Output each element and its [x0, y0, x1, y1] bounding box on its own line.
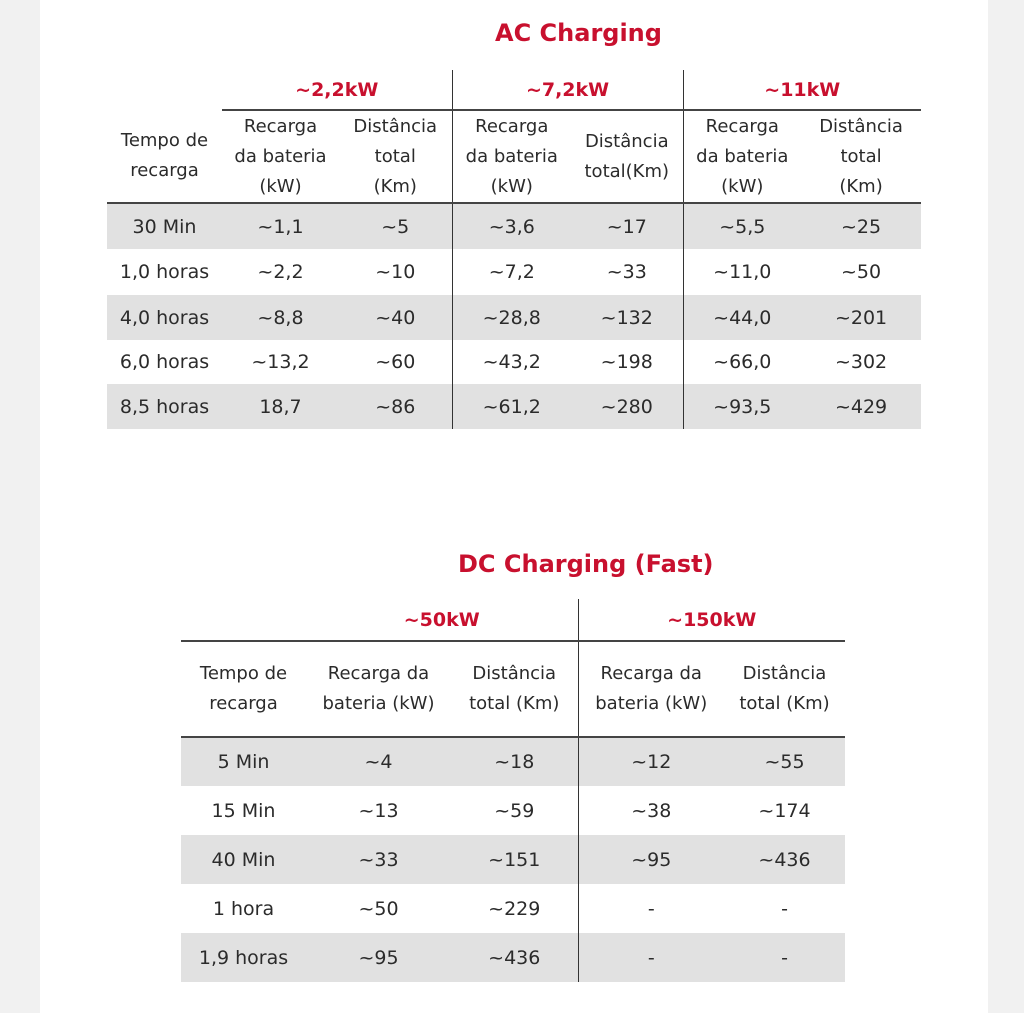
table-row — [181, 786, 845, 835]
table-cell: ~61,2 — [452, 384, 571, 429]
table-cell: ~12 — [578, 737, 724, 786]
table-cell: ~436 — [724, 835, 845, 884]
table-cell: ~33 — [571, 249, 683, 295]
table-row — [107, 340, 921, 384]
table-cell: ~2,2 — [222, 249, 339, 295]
ac-group-2-2kw: ~2,2kW — [222, 70, 452, 110]
dc-group-150kw: ~150kW — [578, 599, 845, 641]
table-cell: ~59 — [451, 786, 578, 835]
table-cell: ~95 — [578, 835, 724, 884]
table-cell: ~13 — [306, 786, 451, 835]
table-cell: ~17 — [571, 203, 683, 249]
table-cell: ~95 — [306, 933, 451, 982]
table-cell: ~86 — [339, 384, 452, 429]
table-cell: ~93,5 — [683, 384, 801, 429]
table-cell: ~33 — [306, 835, 451, 884]
ac-group-7-2kw: ~7,2kW — [452, 70, 683, 110]
table-cell: ~18 — [451, 737, 578, 786]
table-cell: ~40 — [339, 295, 452, 340]
table-cell: 1,0 horas — [107, 249, 222, 295]
dc-charging-table — [181, 599, 845, 982]
dc-col-distance-2: Distância total (Km) — [739, 663, 830, 714]
table-cell: 15 Min — [181, 786, 306, 835]
ac-charging-table — [107, 70, 921, 429]
table-row — [181, 737, 845, 786]
ac-col-recharge-1: Recarga da bateria (kW) — [234, 115, 327, 197]
table-cell: - — [578, 933, 724, 982]
table-cell: ~5,5 — [683, 203, 801, 249]
table-cell: ~13,2 — [222, 340, 339, 384]
ac-col-distance-3: Distância total (Km) — [819, 115, 903, 197]
ac-col-time: Tempo de recarga — [120, 130, 209, 181]
table-row — [181, 884, 845, 933]
dc-col-recharge-1: Recarga da bateria (kW) — [322, 663, 435, 714]
table-cell: 1 hora — [181, 884, 306, 933]
table-row — [107, 203, 921, 249]
table-cell: ~132 — [571, 295, 683, 340]
table-cell: 8,5 horas — [107, 384, 222, 429]
table-cell: ~11,0 — [683, 249, 801, 295]
table-cell: - — [724, 884, 845, 933]
table-cell: ~201 — [801, 295, 921, 340]
ac-col-distance-1: Distância total (Km) — [339, 110, 452, 203]
table-cell: ~429 — [801, 384, 921, 429]
table-cell: ~8,8 — [222, 295, 339, 340]
dc-charging-title: DC Charging (Fast) — [458, 550, 714, 578]
ac-col-recharge-3: Recarga da bateria (kW) — [696, 115, 789, 197]
table-cell: ~44,0 — [683, 295, 801, 340]
table-cell: ~66,0 — [683, 340, 801, 384]
dc-col-time: Tempo de recarga — [199, 663, 288, 714]
table-cell: ~7,2 — [452, 249, 571, 295]
table-cell: ~10 — [339, 249, 452, 295]
table-cell: ~25 — [801, 203, 921, 249]
ac-group-11kw: ~11kW — [683, 70, 921, 110]
table-cell: ~3,6 — [452, 203, 571, 249]
dc-group-50kw: ~50kW — [306, 599, 578, 641]
table-cell: ~151 — [451, 835, 578, 884]
table-cell: ~436 — [451, 933, 578, 982]
table-cell: ~5 — [339, 203, 452, 249]
table-row — [181, 835, 845, 884]
table-cell: 4,0 horas — [107, 295, 222, 340]
dc-group-blank — [181, 599, 306, 641]
table-cell: ~50 — [801, 249, 921, 295]
table-cell: ~280 — [571, 384, 683, 429]
table-cell: 6,0 horas — [107, 340, 222, 384]
table-cell: ~60 — [339, 340, 452, 384]
table-cell: - — [724, 933, 845, 982]
ac-group-blank — [107, 70, 222, 110]
table-cell: 5 Min — [181, 737, 306, 786]
table-cell: ~55 — [724, 737, 845, 786]
table-cell: ~229 — [451, 884, 578, 933]
table-cell: ~43,2 — [452, 340, 571, 384]
table-cell: ~4 — [306, 737, 451, 786]
table-row — [107, 384, 921, 429]
table-cell: 18,7 — [222, 384, 339, 429]
table-row — [107, 249, 921, 295]
ac-col-recharge-2: Recarga da bateria (kW) — [465, 115, 558, 197]
table-cell: ~28,8 — [452, 295, 571, 340]
table-cell: ~174 — [724, 786, 845, 835]
table-cell: ~38 — [578, 786, 724, 835]
table-row — [181, 933, 845, 982]
table-cell: - — [578, 884, 724, 933]
table-cell: 30 Min — [107, 203, 222, 249]
table-cell: ~198 — [571, 340, 683, 384]
dc-col-recharge-2: Recarga da bateria (kW) — [595, 663, 708, 714]
table-cell: ~50 — [306, 884, 451, 933]
table-cell: ~302 — [801, 340, 921, 384]
ac-charging-title: AC Charging — [495, 19, 662, 47]
table-cell: 1,9 horas — [181, 933, 306, 982]
dc-col-distance-1: Distância total (Km) — [451, 641, 578, 737]
table-row — [107, 295, 921, 340]
table-cell: ~1,1 — [222, 203, 339, 249]
ac-col-distance-2: Distância total(Km) — [571, 110, 683, 203]
table-cell: 40 Min — [181, 835, 306, 884]
